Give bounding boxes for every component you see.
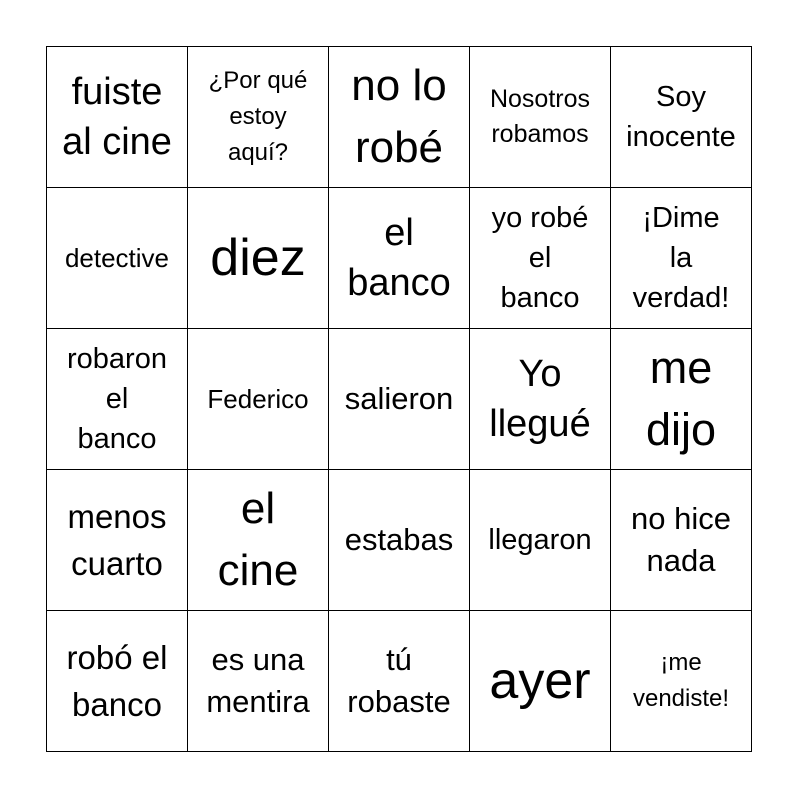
- bingo-board: [46, 46, 752, 752]
- cell-text: Soy inocente: [626, 81, 736, 153]
- cell-text: tú robaste: [347, 642, 451, 719]
- bingo-cell[interactable]: [470, 188, 611, 329]
- cell-text: diez: [210, 229, 306, 287]
- cell-text: ¡Dime la verdad!: [632, 202, 730, 314]
- cell-text: ¿Por qué estoy aquí?: [208, 67, 308, 166]
- cell-text: llegaron: [488, 524, 592, 556]
- bingo-cell[interactable]: [47, 611, 188, 752]
- bingo-cell[interactable]: [611, 611, 752, 752]
- bingo-cell[interactable]: [188, 188, 329, 329]
- bingo-cell[interactable]: [329, 47, 470, 188]
- bingo-cell[interactable]: [470, 470, 611, 611]
- bingo-cell[interactable]: [470, 47, 611, 188]
- bingo-cell[interactable]: [188, 611, 329, 752]
- bingo-cell[interactable]: [188, 470, 329, 611]
- bingo-cell[interactable]: [47, 329, 188, 470]
- cell-text: ¡me vendiste!: [632, 649, 730, 712]
- bingo-cell[interactable]: [329, 470, 470, 611]
- bingo-cell[interactable]: [329, 329, 470, 470]
- bingo-cell[interactable]: [329, 611, 470, 752]
- bingo-cell[interactable]: [611, 188, 752, 329]
- cell-text: yo robé el banco: [491, 202, 589, 314]
- cell-text: Yo llegué: [489, 353, 591, 445]
- cell-text: Federico: [207, 384, 309, 414]
- bingo-cell[interactable]: [188, 47, 329, 188]
- bingo-cell[interactable]: [47, 188, 188, 329]
- cell-text: ayer: [489, 652, 591, 710]
- cell-text: no hice nada: [631, 501, 731, 578]
- cell-text: robaron el banco: [67, 343, 167, 455]
- cell-text: el banco: [347, 212, 451, 304]
- bingo-cell[interactable]: [47, 47, 188, 188]
- bingo-cell[interactable]: [47, 470, 188, 611]
- cell-text: no lo robé: [351, 61, 447, 172]
- bingo-cell[interactable]: [470, 611, 611, 752]
- cell-text: me dijo: [645, 342, 717, 455]
- bingo-cell[interactable]: [611, 470, 752, 611]
- cell-text: menos cuarto: [67, 498, 167, 582]
- cell-text: fuiste al cine: [62, 71, 172, 163]
- cell-text: el cine: [217, 484, 299, 595]
- cell-text: salieron: [344, 381, 454, 416]
- cell-text: Nosotros robamos: [489, 85, 591, 148]
- bingo-cell[interactable]: [188, 329, 329, 470]
- bingo-cell[interactable]: [329, 188, 470, 329]
- cell-text: estabas: [344, 522, 454, 557]
- bingo-cell[interactable]: [470, 329, 611, 470]
- cell-text: detective: [64, 243, 170, 273]
- bingo-cell[interactable]: [611, 329, 752, 470]
- cell-text: es una mentira: [206, 642, 310, 719]
- bingo-cell[interactable]: [611, 47, 752, 188]
- cell-text: robó el banco: [66, 639, 168, 723]
